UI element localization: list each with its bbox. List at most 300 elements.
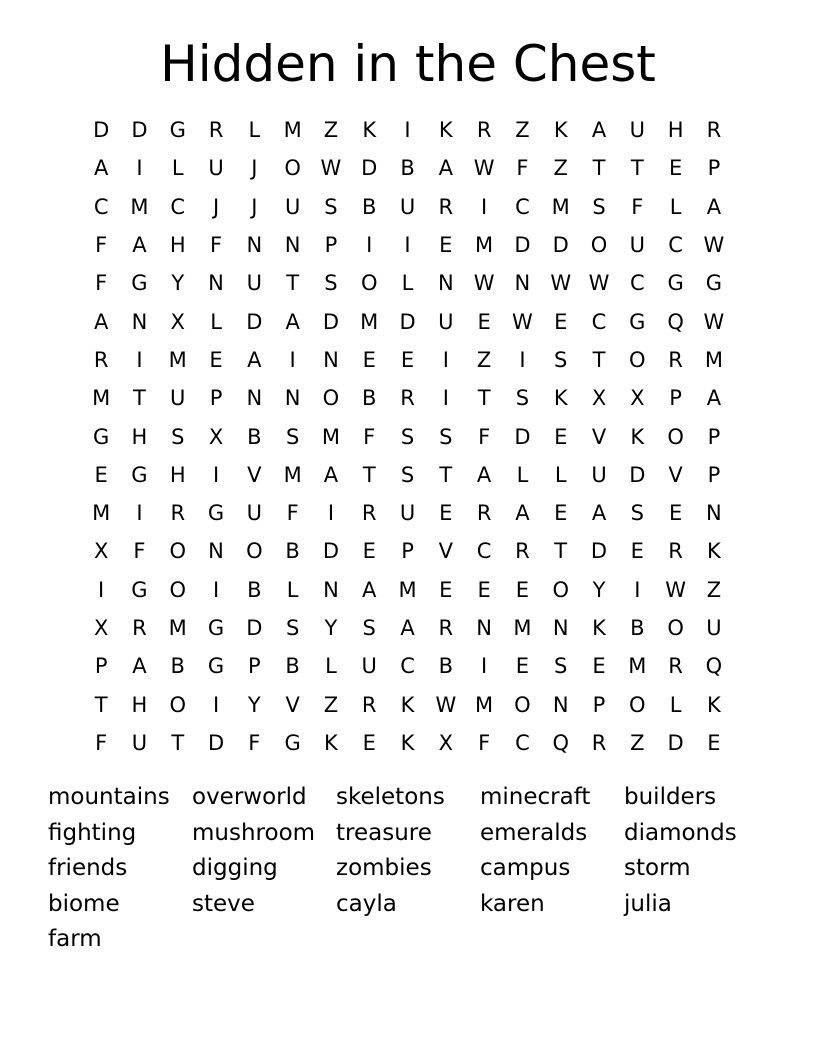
word-list-item: karen [480, 890, 545, 917]
grid-letter: K [630, 424, 645, 449]
grid-letter: W [550, 271, 572, 296]
grid-letter: A [247, 347, 262, 372]
grid-letter: B [438, 654, 454, 679]
grid-letter: M [321, 424, 340, 449]
grid-letter: Y [592, 577, 606, 602]
word-list-item: fighting [48, 819, 137, 846]
grid-letter: P [669, 386, 682, 411]
grid-letter: N [208, 539, 224, 564]
grid-letter: Y [171, 271, 185, 296]
grid-letter: I [327, 501, 335, 526]
grid-letter: Q [705, 654, 723, 679]
grid-letter: S [324, 194, 338, 219]
grid-letter: H [131, 692, 148, 717]
grid-row [82, 379, 734, 417]
grid-letter: D [361, 156, 378, 181]
grid-letter: Z [476, 347, 492, 372]
grid-letter: I [136, 501, 143, 526]
grid-row [82, 302, 734, 340]
grid-letter: N [437, 271, 454, 296]
grid-letter: O [667, 616, 684, 640]
grid-letter: P [592, 692, 606, 717]
grid-letter: A [706, 386, 722, 411]
grid-letter: O [169, 692, 186, 717]
grid-letter: F [95, 730, 108, 755]
grid-letter: E [439, 501, 453, 526]
grid-letter: G [93, 424, 110, 449]
grid-letter: O [169, 577, 186, 602]
grid-letter: Z [323, 118, 339, 143]
grid-letter: M [628, 654, 647, 679]
letter-grid [82, 111, 734, 762]
grid-letter: A [438, 156, 453, 181]
grid-row [82, 264, 734, 302]
grid-letter: E [362, 539, 376, 564]
grid-letter: M [513, 616, 532, 640]
word-list-item: mushroom [192, 819, 316, 846]
grid-letter: S [592, 194, 606, 219]
grid-letter: D [246, 309, 263, 334]
grid-letter: R [208, 118, 224, 143]
word-list-item: friends [48, 855, 128, 881]
grid-letter: E [400, 347, 415, 372]
grid-letter: L [669, 194, 682, 219]
grid-letter: U [629, 118, 645, 143]
grid-letter: U [246, 501, 263, 526]
grid-letter: L [248, 118, 261, 143]
grid-letter: R [591, 730, 607, 755]
grid-letter: I [481, 194, 488, 219]
grid-letter: A [591, 501, 607, 526]
grid-letter: T [133, 386, 146, 411]
grid-letter: O [590, 233, 608, 258]
grid-letter: C [170, 194, 186, 219]
grid-letter: N [246, 233, 263, 258]
grid-letter: T [592, 156, 606, 181]
grid-letter: E [554, 309, 568, 334]
grid-letter: M [398, 577, 417, 602]
grid-letter: E [209, 347, 223, 372]
grid-letter: M [551, 194, 570, 219]
grid-letter: K [400, 730, 415, 755]
grid-letter: R [361, 501, 377, 526]
grid-letter: S [554, 654, 568, 679]
grid-letter: K [553, 386, 568, 411]
grid-letter: F [631, 194, 644, 219]
grid-letter: E [630, 539, 644, 564]
grid-letter: I [634, 577, 641, 602]
grid-letter: B [400, 156, 415, 181]
grid-letter: S [171, 424, 185, 449]
grid-letter: R [361, 692, 377, 717]
word-list-item: biome [48, 890, 120, 917]
grid-letter: A [93, 309, 109, 334]
grid-letter: R [668, 539, 683, 564]
grid-letter: A [706, 194, 722, 219]
grid-letter: O [629, 692, 646, 717]
grid-letter: E [477, 309, 491, 334]
grid-letter: W [703, 233, 725, 258]
grid-row [82, 188, 734, 226]
grid-letter: O [552, 577, 569, 602]
grid-letter: I [136, 156, 143, 181]
grid-letter: R [476, 501, 492, 526]
grid-letter: C [476, 539, 492, 564]
word-list-item: zombies [336, 855, 432, 881]
grid-row [82, 149, 734, 187]
grid-letter: B [285, 539, 300, 564]
grid-letter: K [592, 616, 606, 640]
grid-letter: M [168, 347, 187, 372]
grid-letter: C [400, 654, 415, 679]
grid-letter: T [286, 271, 300, 296]
grid-letter: W [473, 156, 495, 181]
grid-letter: U [438, 309, 454, 334]
grid-letter: Z [553, 156, 568, 181]
grid-letter: R [515, 539, 530, 564]
page-title: Hidden in the Chest [160, 35, 656, 93]
grid-letter: N [284, 386, 301, 411]
grid-row [82, 456, 734, 494]
grid-letter: D [131, 118, 148, 143]
grid-letter: M [283, 118, 302, 143]
grid-letter: X [438, 730, 454, 755]
grid-letter: A [285, 309, 300, 334]
grid-letter: R [706, 118, 722, 143]
grid-letter: R [438, 194, 454, 219]
grid-letter: S [285, 424, 300, 449]
grid-letter: F [363, 424, 376, 449]
grid-letter: B [630, 616, 645, 640]
grid-letter: F [478, 730, 491, 755]
grid-letter: C [515, 730, 530, 755]
grid-letter: N [208, 271, 224, 296]
grid-letter: U [208, 156, 224, 181]
grid-letter: J [251, 194, 258, 219]
grid-letter: I [481, 654, 488, 679]
grid-letter: I [212, 692, 220, 717]
grid-letter: H [667, 118, 684, 143]
grid-letter: C [93, 194, 109, 219]
grid-letter: Q [552, 730, 569, 755]
grid-letter: D [93, 118, 110, 143]
grid-letter: L [669, 692, 682, 717]
grid-letter: P [707, 424, 721, 449]
word-list-item: skeletons [336, 784, 445, 810]
word-list-item: minecraft [480, 784, 591, 810]
word-list-item: builders [624, 784, 717, 810]
grid-letter: S [400, 424, 415, 449]
grid-letter: L [325, 654, 337, 679]
grid-letter: H [169, 462, 186, 487]
grid-letter: L [516, 462, 529, 487]
grid-letter: Q [667, 309, 684, 334]
grid-letter: R [668, 347, 683, 372]
grid-letter: S [439, 424, 453, 449]
grid-letter: C [591, 309, 607, 334]
word-list-item: overworld [192, 784, 307, 810]
grid-letter: K [707, 539, 721, 564]
grid-letter: Z [630, 730, 645, 755]
grid-row [82, 724, 734, 762]
grid-letter: G [705, 271, 723, 296]
grid-letter: O [629, 347, 646, 372]
grid-letter: K [707, 692, 721, 717]
grid-letter: O [246, 539, 263, 564]
grid-letter: Z [323, 692, 339, 717]
grid-letter: U [361, 654, 377, 679]
grid-letter: P [209, 386, 223, 411]
grid-letter: I [136, 347, 143, 372]
grid-letter: T [362, 462, 376, 487]
grid-letter: S [285, 616, 300, 640]
grid-letter: V [591, 424, 607, 449]
grid-letter: I [404, 233, 411, 258]
grid-letter: G [207, 654, 225, 679]
grid-letter: H [131, 424, 148, 449]
word-list-item: cayla [336, 890, 397, 917]
grid-row [82, 226, 734, 264]
grid-letter: R [93, 347, 109, 372]
grid-letter: U [591, 462, 607, 487]
grid-letter: U [246, 271, 263, 296]
grid-row [82, 647, 734, 685]
grid-letter: R [400, 386, 415, 411]
grid-letter: Y [324, 616, 338, 640]
grid-letter: U [131, 730, 148, 755]
grid-letter: C [668, 233, 683, 258]
grid-letter: E [515, 654, 530, 679]
grid-letter: W [473, 271, 495, 296]
grid-letter: N [284, 233, 301, 258]
grid-letter: E [94, 462, 108, 487]
grid-letter: T [439, 462, 453, 487]
grid-letter: G [131, 271, 148, 296]
grid-letter: O [284, 156, 301, 181]
grid-letter: F [133, 539, 146, 564]
grid-letter: E [515, 577, 530, 602]
grid-row [82, 571, 734, 609]
grid-letter: W [320, 156, 342, 181]
grid-row [82, 417, 734, 455]
grid-letter: W [512, 309, 533, 334]
grid-letter: I [366, 233, 373, 258]
grid-letter: U [629, 233, 645, 258]
grid-letter: C [629, 271, 645, 296]
grid-letter: D [246, 616, 263, 640]
grid-letter: T [592, 347, 606, 372]
grid-letter: R [132, 616, 147, 640]
grid-letter: N [323, 347, 339, 372]
grid-letter: M [283, 462, 302, 487]
grid-letter: S [630, 501, 644, 526]
grid-letter: A [93, 156, 109, 181]
grid-letter: M [360, 309, 379, 334]
grid-letter: E [362, 730, 376, 755]
grid-letter: G [207, 501, 225, 526]
grid-letter: F [209, 233, 223, 258]
grid-letter: I [212, 577, 220, 602]
grid-row [82, 494, 734, 532]
grid-letter: P [324, 233, 338, 258]
grid-letter: N [323, 577, 339, 602]
grid-letter: E [554, 501, 568, 526]
grid-letter: E [439, 233, 453, 258]
word-list-item: storm [624, 855, 691, 881]
grid-letter: F [248, 730, 261, 755]
grid-letter: L [171, 156, 184, 181]
grid-letter: P [401, 539, 414, 564]
grid-letter: R [170, 501, 186, 526]
grid-letter: G [629, 309, 646, 334]
grid-letter: D [629, 462, 646, 487]
grid-letter: G [169, 118, 186, 143]
grid-letter: D [514, 424, 531, 449]
grid-row [82, 609, 734, 647]
grid-letter: M [92, 386, 111, 411]
grid-letter: P [248, 654, 261, 679]
grid-letter: A [323, 462, 339, 487]
grid-letter: T [477, 386, 491, 411]
grid-letter: I [404, 118, 411, 143]
grid-row [82, 685, 734, 723]
grid-row [82, 341, 734, 379]
grid-letter: U [170, 386, 186, 411]
grid-letter: B [247, 577, 262, 602]
grid-letter: V [285, 692, 300, 717]
grid-letter: E [362, 347, 376, 372]
grid-letter: B [170, 654, 185, 679]
word-list-item: digging [192, 855, 278, 881]
grid-letter: O [322, 386, 340, 411]
grid-letter: D [207, 730, 225, 755]
grid-letter: N [514, 271, 531, 296]
grid-letter: I [519, 347, 526, 372]
word-list-item: diamonds [624, 819, 737, 846]
grid-letter: D [552, 233, 569, 258]
grid-letter: S [400, 462, 415, 487]
grid-letter: I [212, 462, 220, 487]
grid-letter: A [515, 501, 530, 526]
word-list-item: treasure [336, 819, 432, 846]
grid-letter: V [247, 462, 262, 487]
grid-letter: E [439, 577, 453, 602]
grid-letter: U [399, 501, 416, 526]
grid-letter: P [707, 462, 721, 487]
grid-letter: G [667, 271, 684, 296]
grid-letter: U [706, 616, 722, 640]
grid-letter: A [591, 118, 607, 143]
grid-letter: C [515, 194, 530, 219]
grid-letter: Z [706, 577, 722, 602]
grid-letter: A [132, 654, 147, 679]
grid-letter: X [93, 539, 109, 564]
grid-row [82, 111, 734, 149]
grid-letter: T [554, 539, 568, 564]
grid-letter: F [95, 271, 108, 296]
grid-letter: E [707, 730, 721, 755]
grid-letter: S [324, 271, 338, 296]
word-list-item: campus [480, 855, 571, 881]
grid-letter: W [588, 271, 610, 296]
grid-letter: G [131, 577, 148, 602]
grid-letter: O [667, 424, 684, 449]
grid-letter: D [514, 233, 531, 258]
grid-letter: G [207, 616, 225, 640]
grid-letter: G [284, 730, 301, 755]
grid-letter: N [131, 309, 148, 334]
grid-letter: M [475, 692, 494, 717]
word-list-item: emeralds [480, 819, 588, 846]
grid-letter: T [171, 730, 185, 755]
grid-letter: O [360, 271, 378, 296]
grid-letter: R [438, 616, 454, 640]
grid-letter: E [668, 501, 683, 526]
grid-letter: L [554, 462, 567, 487]
grid-letter: N [246, 386, 263, 411]
grid-letter: H [169, 233, 186, 258]
grid-letter: Z [515, 118, 530, 143]
grid-letter: J [251, 156, 258, 181]
word-list-item: farm [48, 926, 102, 952]
grid-letter: L [286, 577, 299, 602]
grid-letter: K [553, 118, 568, 143]
grid-letter: A [362, 577, 377, 602]
grid-letter: R [476, 118, 492, 143]
grid-letter: M [92, 501, 111, 526]
grid-letter: N [552, 616, 569, 640]
grid-letter: D [322, 309, 340, 334]
grid-letter: T [94, 692, 108, 717]
grid-letter: Y [247, 692, 261, 717]
grid-letter: X [630, 386, 645, 411]
grid-letter: K [400, 692, 415, 717]
grid-letter: F [516, 156, 529, 181]
grid-letter: E [668, 156, 683, 181]
grid-letter: M [704, 347, 723, 372]
grid-letter: I [289, 347, 296, 372]
grid-letter: G [131, 462, 148, 487]
grid-letter: W [435, 692, 457, 717]
grid-letter: M [475, 233, 494, 258]
grid-letter: F [95, 233, 108, 258]
grid-letter: S [554, 347, 568, 372]
grid-letter: N [476, 616, 492, 640]
grid-letter: O [169, 539, 186, 564]
grid-letter: X [591, 386, 607, 411]
grid-letter: P [707, 156, 721, 181]
grid-letter: D [322, 539, 340, 564]
grid-letter: O [514, 692, 531, 717]
grid-letter: W [665, 577, 686, 602]
grid-letter: A [132, 233, 147, 258]
grid-letter: L [210, 309, 222, 334]
word-list-item: mountains [48, 784, 170, 810]
word-list [48, 780, 768, 958]
grid-letter: V [438, 539, 453, 564]
grid-letter: W [703, 309, 725, 334]
grid-letter: B [285, 654, 300, 679]
grid-letter: B [247, 424, 262, 449]
grid-letter: D [667, 730, 684, 755]
grid-letter: I [98, 577, 105, 602]
grid-letter: I [442, 386, 449, 411]
grid-letter: F [478, 424, 491, 449]
grid-letter: M [130, 194, 149, 219]
grid-letter: U [399, 194, 416, 219]
grid-letter: T [630, 156, 644, 181]
grid-letter: S [362, 616, 376, 640]
